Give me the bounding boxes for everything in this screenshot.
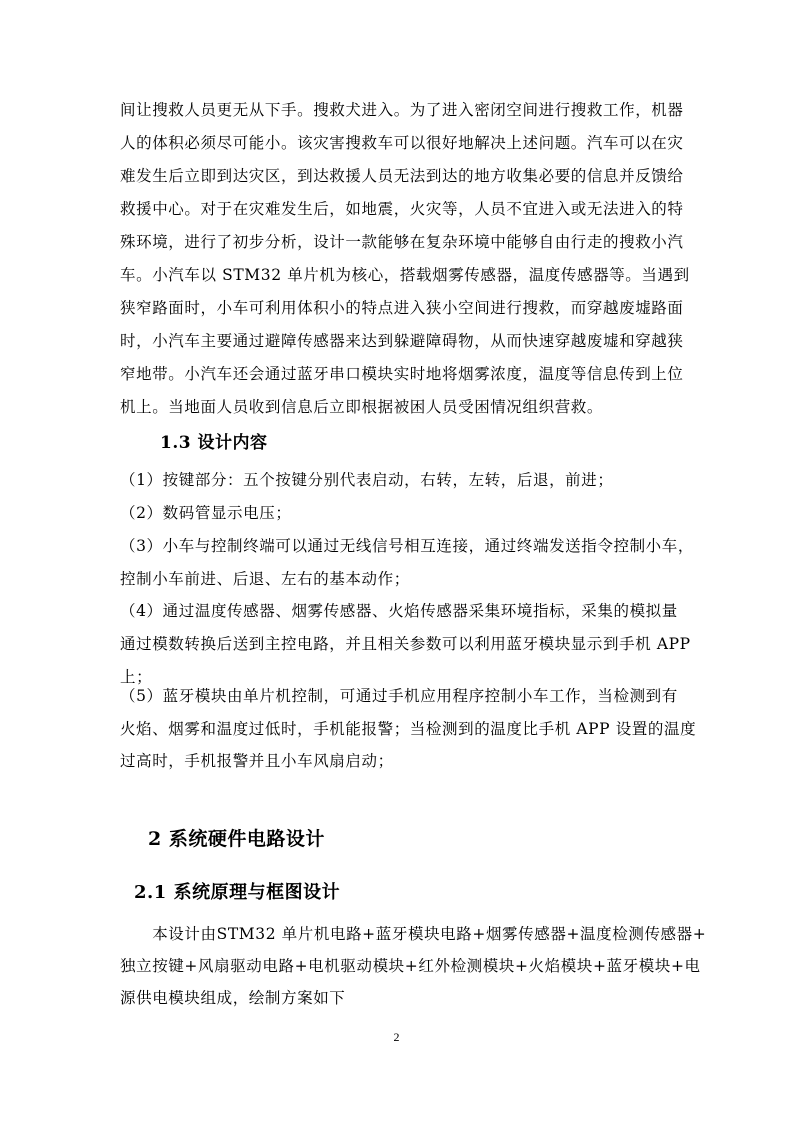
list-item: 通过模数转换后送到主控电路，并且相关参数可以利用蓝牙模块显示到手机 APP — [120, 635, 691, 653]
page-number: 2 — [393, 1030, 400, 1044]
paragraph-line: 机上。当地面人员收到信息后立即根据被困人员受困情况组织营救。 — [120, 398, 604, 416]
list-item: （2）数码管显示电压； — [120, 504, 292, 522]
paragraph-line: 本设计由STM32 单片机电路+蓝牙模块电路+烟雾传感器+温度检测传感器+ — [120, 925, 707, 943]
paragraph-line: 源供电模块组成，绘制方案如下 — [120, 989, 346, 1007]
paragraph-line: 难发生后立即到达灾区，到达救援人员无法到达的地方收集必要的信息并反馈给 — [120, 167, 684, 185]
section-heading: 1.3 设计内容 — [160, 433, 268, 453]
paragraph-line: 窄地带。小汽车还会通过蓝牙串口模块实时地将烟雾浓度，温度等信息传到上位 — [120, 365, 684, 383]
list-item: （5）蓝牙模块由单片机控制，可通过手机应用程序控制小车工作，当检测到有 — [120, 687, 678, 705]
paragraph-line: 救援中心。对于在灾难发生后，如地震，火灾等，人员不宜进入或无法进入的特 — [120, 200, 684, 218]
paragraph-line: 车。小汽车以 STM32 单片机为核心，搭载烟雾传感器，温度传感器等。当遇到 — [120, 266, 690, 284]
list-item: 上； — [120, 668, 153, 686]
paragraph-line: 间让搜救人员更无从下手。搜救犬进入。为了进入密闭空间进行搜救工作，机器 — [120, 101, 684, 119]
paragraph-line: 独立按键+风扇驱动电路+电机驱动模块+红外检测模块+火焰模块+蓝牙模块+电 — [120, 957, 701, 975]
paragraph-line: 人的体积必须尽可能小。该灾害搜救车可以很好地解决上述问题。汽车可以在灾 — [120, 134, 684, 152]
paragraph-line: 狭窄路面时，小车可利用体积小的特点进入狭小空间进行搜救，而穿越废墟路面 — [120, 299, 684, 317]
chapter-heading: 2 系统硬件电路设计 — [148, 828, 325, 850]
list-item: 火焰、烟雾和温度过低时，手机能报警；当检测到的温度比手机 APP 设置的温度 — [120, 720, 697, 738]
paragraph-line: 殊环境，进行了初步分析，设计一款能够在复杂环境中能够自由行走的搜救小汽 — [120, 233, 684, 251]
list-item: （3）小车与控制终端可以通过无线信号相互连接，通过终端发送指令控制小车， — [120, 537, 694, 555]
list-item: （1）按键部分：五个按键分别代表启动，右转，左转，后退，前进； — [120, 471, 614, 489]
list-item: 过高时，手机报警并且小车风扇启动； — [120, 752, 394, 770]
paragraph-line: 时，小汽车主要通过避障传感器来达到躲避障碍物，从而快速穿越废墟和穿越狭 — [120, 332, 684, 350]
section-heading: 2.1 系统原理与框图设计 — [134, 882, 341, 903]
list-item: （4）通过温度传感器、烟雾传感器、火焰传感器采集环境指标，采集的模拟量 — [120, 602, 678, 620]
list-item: 控制小车前进、后退、左右的基本动作； — [120, 570, 410, 588]
